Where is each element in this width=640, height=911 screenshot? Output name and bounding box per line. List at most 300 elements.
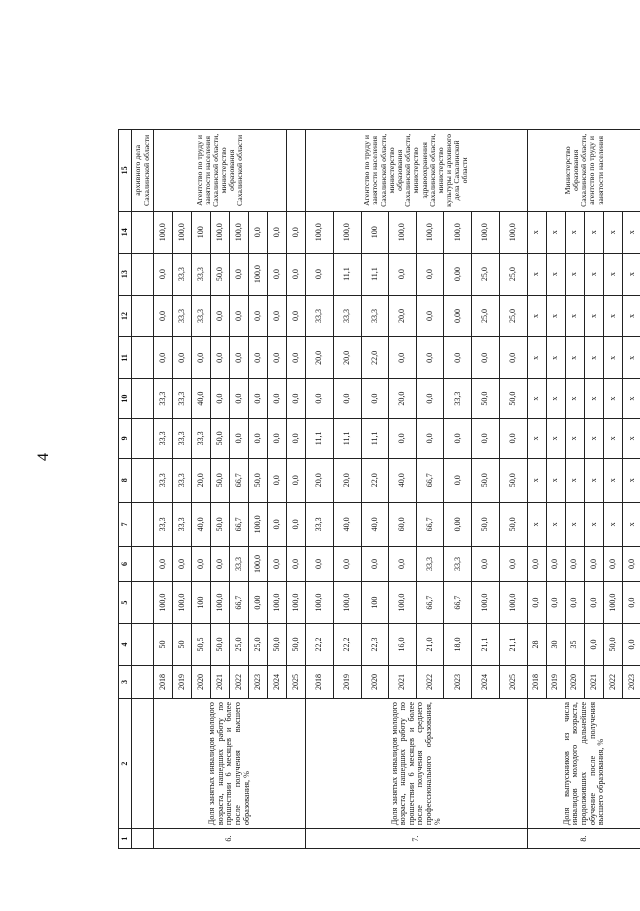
value-cell: 0,0 (499, 337, 527, 379)
value-cell: 0,0 (584, 582, 603, 624)
value-cell: 33,3 (306, 295, 334, 337)
value-cell: 0,0 (546, 546, 565, 581)
value-cell: 22,0 (361, 458, 389, 502)
value-cell: 0,0 (249, 418, 268, 458)
value-cell: 100,0 (416, 211, 444, 253)
value-cell: x (527, 211, 546, 253)
value-cell: 66,7 (444, 582, 472, 624)
value-cell: 0,0 (268, 337, 287, 379)
value-cell: 0,0 (527, 582, 546, 624)
year-cell: 2021 (584, 665, 603, 698)
value-cell: 33,3 (444, 379, 472, 419)
year-cell: 2021 (211, 665, 230, 698)
value-cell: 20,0 (333, 337, 361, 379)
value-cell: 25,0 (499, 253, 527, 295)
value-cell: 0,0 (527, 546, 546, 581)
column-number-11: 11 (119, 337, 132, 379)
value-cell: 100,0 (249, 546, 268, 581)
value-cell: 25,0 (230, 624, 249, 666)
value-cell: 0,0 (249, 211, 268, 253)
value-cell: x (546, 295, 565, 337)
value-cell: x (546, 379, 565, 419)
value-cell: 22,0 (361, 337, 389, 379)
value-cell: 100,0 (389, 211, 417, 253)
column-number-10: 10 (119, 379, 132, 419)
value-cell: x (527, 295, 546, 337)
value-cell: 25,0 (472, 295, 500, 337)
value-cell: 66,7 (416, 502, 444, 546)
value-cell: 0,0 (268, 211, 287, 253)
value-cell: 100,0 (603, 582, 622, 624)
value-cell: 100,0 (472, 582, 500, 624)
value-cell: x (546, 418, 565, 458)
value-cell: 0,00 (249, 582, 268, 624)
table-row (306, 130, 334, 849)
value-cell: 100,0 (444, 211, 472, 253)
value-cell: 0,0 (361, 379, 389, 419)
value-cell: x (584, 295, 603, 337)
empty-cell (132, 211, 154, 253)
year-cell: 2024 (472, 665, 500, 698)
value-cell: 40,0 (361, 502, 389, 546)
value-cell: 20,0 (192, 458, 211, 502)
value-cell: x (603, 253, 622, 295)
value-cell: x (584, 502, 603, 546)
value-cell: 0,0 (211, 337, 230, 379)
column-number-15: 15 (119, 130, 132, 212)
value-cell: 0,0 (622, 546, 640, 581)
value-cell: 30 (546, 624, 565, 666)
year-cell: 2023 (444, 665, 472, 698)
value-cell: 40,0 (192, 502, 211, 546)
value-cell: x (527, 379, 546, 419)
value-cell: 0,0 (389, 546, 417, 581)
value-cell: x (546, 337, 565, 379)
value-cell: 0,0 (287, 253, 306, 295)
executor-cell: Агентство по труду и занятости населения Сахалинской области, министерство образования Сахалинской области, министерство здравоохранения Сахалинской области, министерство культуры и архивного дела Сахалинской области (306, 130, 527, 212)
value-cell: 0,0 (268, 295, 287, 337)
value-cell: 50,0 (472, 379, 500, 419)
year-cell: 2022 (416, 665, 444, 698)
value-cell: 0,0 (230, 295, 249, 337)
value-cell: 100,0 (249, 253, 268, 295)
value-cell: 0,0 (584, 624, 603, 666)
value-cell: 100,0 (287, 582, 306, 624)
indicators-table (118, 129, 640, 849)
year-cell: 2020 (565, 665, 584, 698)
value-cell: 0,0 (268, 379, 287, 419)
value-cell: x (603, 418, 622, 458)
value-cell: 21,1 (472, 624, 500, 666)
value-cell: 0,0 (389, 418, 417, 458)
value-cell: 0,0 (173, 546, 192, 581)
value-cell: x (565, 379, 584, 419)
value-cell: 20,0 (389, 295, 417, 337)
value-cell: 0,0 (472, 337, 500, 379)
value-cell: 21,0 (416, 624, 444, 666)
value-cell: 100,0 (154, 211, 173, 253)
value-cell: x (622, 418, 640, 458)
value-cell: x (565, 253, 584, 295)
value-cell: 33,3 (154, 458, 173, 502)
value-cell: 50,0 (499, 379, 527, 419)
value-cell: 25,0 (249, 624, 268, 666)
table-row (527, 130, 546, 849)
value-cell: 0,0 (444, 418, 472, 458)
continuation-row (132, 130, 154, 849)
rotated-table-page (118, 129, 640, 849)
value-cell: 22,2 (333, 624, 361, 666)
value-cell: 0,0 (287, 337, 306, 379)
value-cell: x (603, 458, 622, 502)
empty-cell (132, 458, 154, 502)
value-cell: x (603, 337, 622, 379)
column-number-4: 4 (119, 624, 132, 666)
value-cell: 33,3 (192, 418, 211, 458)
value-cell: 0,0 (287, 418, 306, 458)
value-cell: 33,3 (192, 295, 211, 337)
value-cell: 0,0 (306, 379, 334, 419)
value-cell: 0,00 (444, 502, 472, 546)
value-cell: 33,3 (154, 418, 173, 458)
value-cell: x (546, 211, 565, 253)
value-cell: x (603, 295, 622, 337)
value-cell: 11,1 (361, 253, 389, 295)
table-row (154, 130, 173, 849)
value-cell: 0,0 (546, 582, 565, 624)
value-cell: 0,0 (361, 546, 389, 581)
year-cell: 2023 (249, 665, 268, 698)
value-cell: 0,0 (211, 295, 230, 337)
value-cell: x (603, 502, 622, 546)
value-cell: 0,0 (268, 418, 287, 458)
value-cell: 0,0 (306, 546, 334, 581)
value-cell: 100 (192, 211, 211, 253)
value-cell: 0,0 (472, 546, 500, 581)
empty-cell (132, 337, 154, 379)
value-cell: 33,3 (173, 253, 192, 295)
year-cell: 2022 (603, 665, 622, 698)
value-cell: 0,0 (287, 379, 306, 419)
value-cell: 33,3 (173, 295, 192, 337)
year-cell: 2021 (389, 665, 417, 698)
year-cell: 2019 (546, 665, 565, 698)
value-cell: 33,3 (333, 295, 361, 337)
value-cell: 21,1 (499, 624, 527, 666)
value-cell: 0,0 (287, 458, 306, 502)
value-cell: 33,3 (416, 546, 444, 581)
value-cell: 100,0 (211, 211, 230, 253)
executor-cell: Министерство образования Сахалинской области, агентство по труду и занятости населения (527, 130, 640, 212)
value-cell: 66,7 (230, 502, 249, 546)
value-cell: x (584, 379, 603, 419)
value-cell: 0,0 (416, 379, 444, 419)
value-cell: 0,0 (603, 546, 622, 581)
value-cell: x (565, 458, 584, 502)
column-number-6: 6 (119, 546, 132, 581)
value-cell: 0,0 (192, 337, 211, 379)
column-number-14: 14 (119, 211, 132, 253)
value-cell: 20,0 (306, 337, 334, 379)
value-cell: 0,0 (416, 337, 444, 379)
value-cell: x (565, 211, 584, 253)
value-cell: 0,0 (389, 337, 417, 379)
value-cell: 0,0 (333, 546, 361, 581)
value-cell: x (527, 337, 546, 379)
year-cell: 2019 (333, 665, 361, 698)
value-cell: x (565, 418, 584, 458)
empty-cell (132, 582, 154, 624)
value-cell: 0,0 (192, 546, 211, 581)
value-cell: 100,0 (306, 211, 334, 253)
empty-cell (132, 253, 154, 295)
value-cell: 50 (154, 624, 173, 666)
value-cell: 0,0 (230, 379, 249, 419)
empty-cell (132, 546, 154, 581)
value-cell: 0,0 (565, 546, 584, 581)
value-cell: 0,0 (154, 295, 173, 337)
value-cell: x (584, 253, 603, 295)
value-cell: 0,0 (249, 337, 268, 379)
column-number-1: 1 (119, 829, 132, 849)
value-cell: 0,0 (416, 418, 444, 458)
year-cell: 2025 (499, 665, 527, 698)
year-cell: 2023 (622, 665, 640, 698)
header-row (119, 130, 132, 849)
empty-cell (132, 829, 154, 849)
value-cell: 0,0 (444, 458, 472, 502)
value-cell: 0,0 (230, 253, 249, 295)
value-cell: 50,0 (268, 624, 287, 666)
value-cell: 40,0 (192, 379, 211, 419)
column-number-12: 12 (119, 295, 132, 337)
value-cell: 50,0 (499, 458, 527, 502)
value-cell: 100,0 (173, 582, 192, 624)
value-cell: 0,0 (268, 502, 287, 546)
value-cell: x (584, 458, 603, 502)
value-cell: 0,0 (268, 458, 287, 502)
value-cell: 33,3 (173, 379, 192, 419)
value-cell: 0,0 (472, 418, 500, 458)
value-cell: 50,0 (211, 458, 230, 502)
value-cell: 0,0 (173, 337, 192, 379)
value-cell: 33,3 (173, 458, 192, 502)
value-cell: 40,0 (389, 458, 417, 502)
column-number-8: 8 (119, 458, 132, 502)
value-cell: 100,0 (154, 582, 173, 624)
indicator-description: Доля выпускников из числа инвалидов молодого возраста, продолживших дальнейшее обучение после получения высшего образования, % (527, 699, 640, 829)
empty-cell (132, 624, 154, 666)
year-cell: 2025 (287, 665, 306, 698)
value-cell: 100 (192, 582, 211, 624)
value-cell: 50,5 (192, 624, 211, 666)
value-cell: 50,0 (211, 253, 230, 295)
value-cell: 66,7 (230, 582, 249, 624)
value-cell: 0,0 (268, 253, 287, 295)
value-cell: 0,0 (230, 418, 249, 458)
value-cell: 0,0 (622, 624, 640, 666)
value-cell: 0,0 (230, 337, 249, 379)
value-cell: 33,3 (306, 502, 334, 546)
value-cell: 28 (527, 624, 546, 666)
value-cell: x (527, 458, 546, 502)
value-cell: x (622, 337, 640, 379)
value-cell: 50,0 (211, 418, 230, 458)
value-cell: x (546, 502, 565, 546)
value-cell: 100,0 (249, 502, 268, 546)
value-cell: 0,0 (154, 337, 173, 379)
value-cell: 50,0 (249, 458, 268, 502)
value-cell: 0,00 (444, 253, 472, 295)
value-cell: 50,0 (499, 502, 527, 546)
value-cell: 50,0 (287, 624, 306, 666)
value-cell: 25,0 (472, 253, 500, 295)
value-cell: 100,0 (389, 582, 417, 624)
value-cell: x (565, 337, 584, 379)
value-cell: x (622, 295, 640, 337)
year-cell: 2018 (154, 665, 173, 698)
value-cell: 20,0 (333, 458, 361, 502)
value-cell: 100,0 (211, 582, 230, 624)
indicator-number: 7. (306, 829, 527, 849)
value-cell: 0,0 (249, 295, 268, 337)
value-cell: 33,3 (444, 546, 472, 581)
value-cell: x (584, 418, 603, 458)
value-cell: x (546, 253, 565, 295)
value-cell: 50,0 (211, 502, 230, 546)
value-cell: 60,0 (389, 502, 417, 546)
empty-cell (132, 379, 154, 419)
value-cell: x (527, 418, 546, 458)
indicator-number: 6. (154, 829, 306, 849)
value-cell: x (603, 211, 622, 253)
value-cell: 18,0 (444, 624, 472, 666)
value-cell: x (584, 337, 603, 379)
value-cell: 100 (361, 211, 389, 253)
value-cell: x (565, 295, 584, 337)
value-cell: 33,3 (154, 379, 173, 419)
value-cell: 11,1 (306, 418, 334, 458)
value-cell: 0,0 (622, 582, 640, 624)
empty-cell (132, 418, 154, 458)
value-cell: 66,7 (230, 458, 249, 502)
year-cell: 2019 (173, 665, 192, 698)
value-cell: 0,0 (565, 582, 584, 624)
value-cell: 100,0 (499, 211, 527, 253)
year-cell: 2020 (361, 665, 389, 698)
value-cell: 0,0 (154, 546, 173, 581)
value-cell: 11,1 (361, 418, 389, 458)
value-cell: 16,0 (389, 624, 417, 666)
value-cell: x (622, 253, 640, 295)
value-cell: 50,0 (472, 502, 500, 546)
value-cell: 0,0 (389, 253, 417, 295)
value-cell: x (584, 211, 603, 253)
value-cell: 33,3 (173, 502, 192, 546)
value-cell: 66,7 (416, 582, 444, 624)
executor-cell (287, 130, 306, 212)
column-number-5: 5 (119, 582, 132, 624)
value-cell: x (622, 502, 640, 546)
value-cell: 25,0 (499, 295, 527, 337)
value-cell: 35 (565, 624, 584, 666)
value-cell: 66,7 (416, 458, 444, 502)
value-cell: x (622, 211, 640, 253)
value-cell: 0,0 (333, 379, 361, 419)
value-cell: 100,0 (333, 211, 361, 253)
value-cell: 40,0 (333, 502, 361, 546)
value-cell: 50 (173, 624, 192, 666)
value-cell: 0,0 (444, 337, 472, 379)
value-cell: 20,0 (389, 379, 417, 419)
column-number-3: 3 (119, 665, 132, 698)
empty-cell (132, 665, 154, 698)
value-cell: 33,3 (361, 295, 389, 337)
column-number-9: 9 (119, 418, 132, 458)
value-cell: x (622, 458, 640, 502)
page-number: 4 (35, 453, 52, 461)
value-cell: 100,0 (499, 582, 527, 624)
value-cell: 50,0 (211, 624, 230, 666)
empty-cell (132, 699, 154, 829)
value-cell: x (622, 379, 640, 419)
value-cell: 0,0 (211, 379, 230, 419)
indicator-number: 8. (527, 829, 640, 849)
value-cell: 100,0 (230, 211, 249, 253)
value-cell: 0,0 (211, 546, 230, 581)
value-cell: 100,0 (472, 211, 500, 253)
value-cell: 100,0 (306, 582, 334, 624)
indicator-description: Доля занятых инвалидов молодого возраста, нашедших работу по прошествии 6 месяцев и более после получения среднего профессионального образования, % (306, 699, 527, 829)
value-cell: 11,1 (333, 253, 361, 295)
year-cell: 2020 (192, 665, 211, 698)
value-cell: 33,3 (192, 253, 211, 295)
value-cell: 50,0 (472, 458, 500, 502)
value-cell: x (565, 502, 584, 546)
value-cell: 0,0 (416, 295, 444, 337)
empty-cell (132, 295, 154, 337)
value-cell: 22,2 (306, 624, 334, 666)
executor-cell: архивного дела Сахалинской области (132, 130, 154, 212)
value-cell: 20,0 (306, 458, 334, 502)
value-cell: 33,3 (154, 502, 173, 546)
value-cell: x (527, 253, 546, 295)
value-cell: 100,0 (268, 582, 287, 624)
value-cell: 50,0 (603, 624, 622, 666)
empty-cell (132, 502, 154, 546)
value-cell: 22,3 (361, 624, 389, 666)
value-cell: 0,0 (287, 546, 306, 581)
value-cell: 0,0 (416, 253, 444, 295)
value-cell: 0,0 (287, 502, 306, 546)
year-cell: 2018 (306, 665, 334, 698)
year-cell: 2018 (527, 665, 546, 698)
column-number-2: 2 (119, 699, 132, 829)
column-number-7: 7 (119, 502, 132, 546)
column-number-13: 13 (119, 253, 132, 295)
value-cell: 100 (361, 582, 389, 624)
value-cell: x (527, 502, 546, 546)
year-cell: 2022 (230, 665, 249, 698)
value-cell: 0,0 (268, 546, 287, 581)
value-cell: x (603, 379, 622, 419)
value-cell: 11,1 (333, 418, 361, 458)
indicator-description: Доля занятых инвалидов молодого возраста, нашедших работу по прошествии 6 месяцев и более после получения высшего образования, % (154, 699, 306, 829)
value-cell: 100,0 (333, 582, 361, 624)
value-cell: 0,00 (444, 295, 472, 337)
value-cell: 33,3 (230, 546, 249, 581)
value-cell: 0,0 (249, 379, 268, 419)
